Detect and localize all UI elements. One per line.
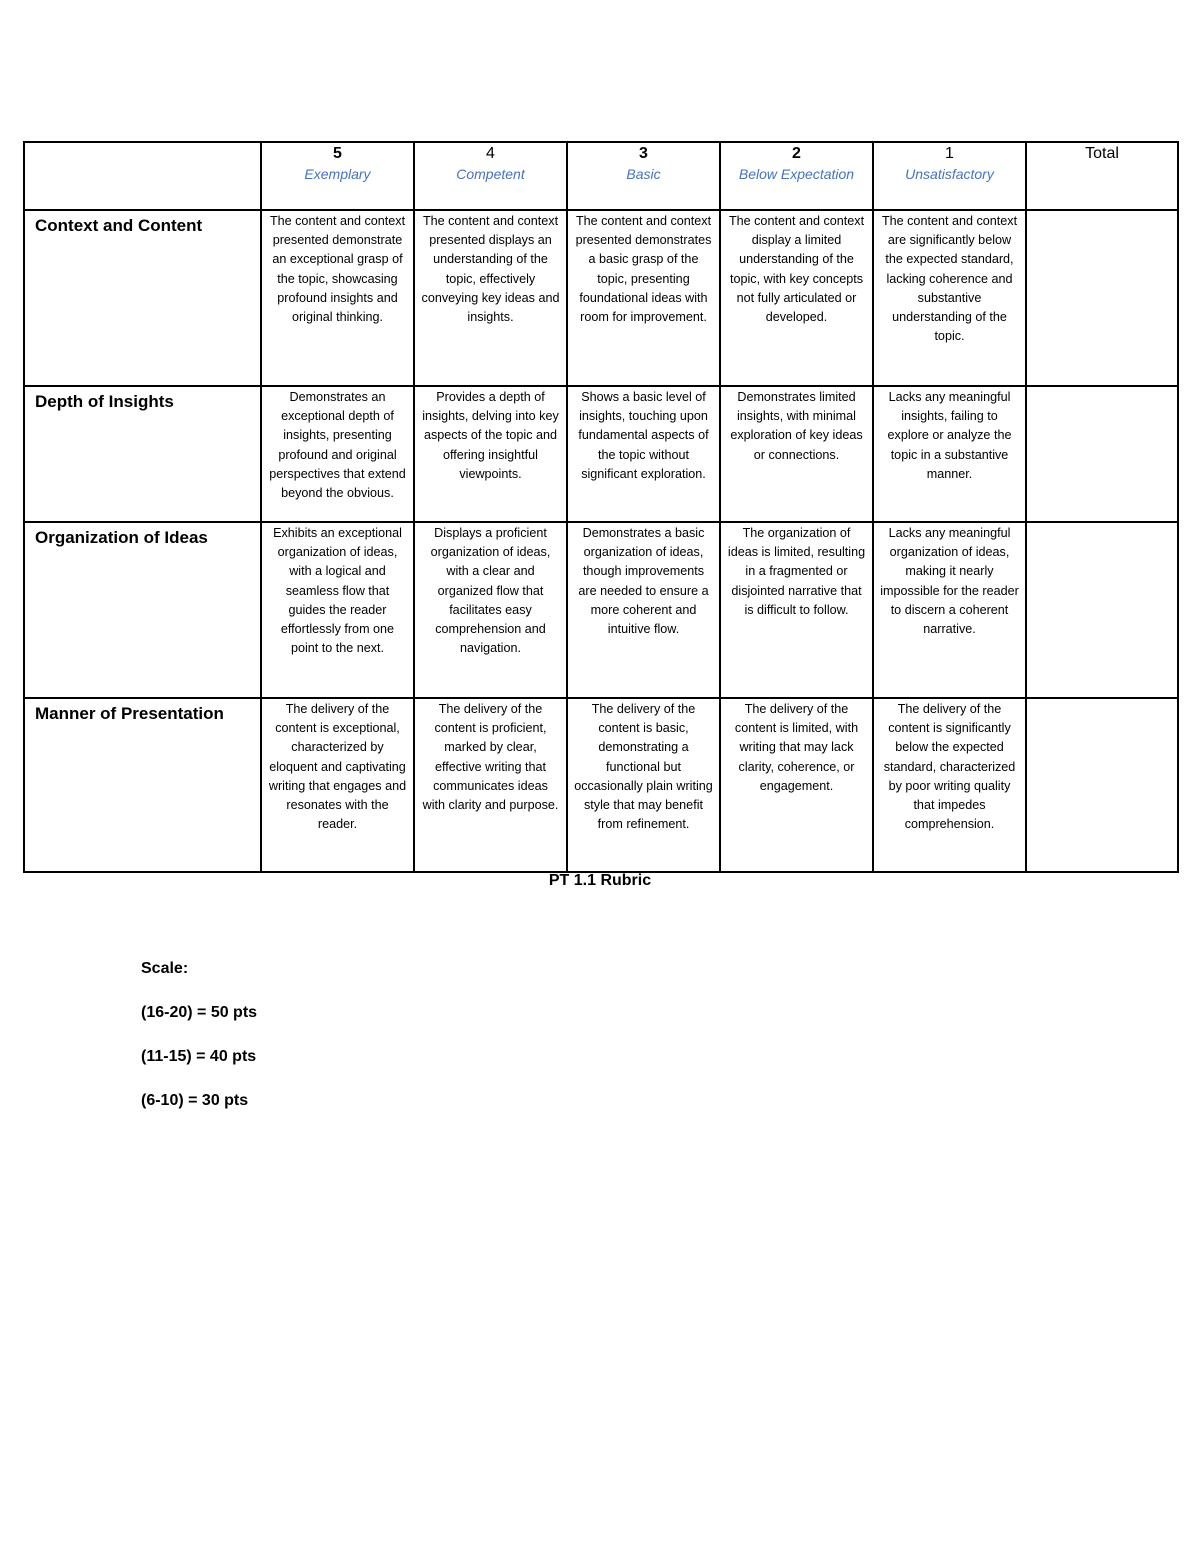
criterion-row-organization — [24, 522, 1178, 698]
criterion-label: Depth of Insights — [24, 386, 261, 522]
criterion-label: Context and Content — [24, 210, 261, 386]
criterion-label: Manner of Presentation — [24, 698, 261, 872]
level-label: Basic — [626, 166, 661, 182]
header-corner-cell — [24, 142, 261, 210]
level-number: 5 — [333, 145, 342, 162]
descriptor-cell: The content and context display a limited understanding of the topic, with key concepts not fully articulated or developed. — [720, 210, 873, 386]
total-cell — [1026, 522, 1178, 698]
descriptor-cell: Provides a depth of insights, delving into key aspects of the topic and offering insightful viewpoints. — [414, 386, 567, 522]
level-number: 2 — [792, 145, 801, 162]
descriptor-cell: Exhibits an exceptional organization of ideas, with a logical and seamless flow that guides the reader effortlessly from one point to the next. — [261, 522, 414, 698]
descriptor-cell: Lacks any meaningful insights, failing to explore or analyze the topic in a substantive manner. — [873, 386, 1026, 522]
scale-item: (11-15) = 40 pts — [141, 1048, 257, 1065]
total-cell — [1026, 698, 1178, 872]
level-label: Competent — [456, 166, 525, 182]
grading-scale — [141, 958, 257, 1134]
descriptor-cell: Lacks any meaningful organization of ideas, making it nearly impossible for the reader to discern a coherent narrative. — [873, 522, 1026, 698]
header-row — [24, 142, 1178, 210]
descriptor-cell: The content and context presented demonstrates a basic grasp of the topic, presenting foundational ideas with room for improvement. — [567, 210, 720, 386]
descriptor-cell: Demonstrates an exceptional depth of insights, presenting profound and original perspectives that extend beyond the obvious. — [261, 386, 414, 522]
level-label: Below Expectation — [738, 166, 855, 182]
descriptor-cell: The organization of ideas is limited, resulting in a fragmented or disjointed narrative that is difficult to follow. — [720, 522, 873, 698]
criterion-row-depth-insights — [24, 386, 1178, 522]
level-number: 4 — [486, 145, 495, 162]
total-cell — [1026, 386, 1178, 522]
descriptor-cell: The content and context presented demonstrate an exceptional grasp of the topic, showcasing profound insights and original thinking. — [261, 210, 414, 386]
scale-title: Scale: — [141, 960, 189, 977]
descriptor-cell: The delivery of the content is significantly below the expected standard, characterized by poor writing quality that impedes comprehension. — [873, 698, 1026, 872]
descriptor-cell: The delivery of the content is exceptional, characterized by eloquent and captivating writing that engages and resonates with the reader. — [261, 698, 414, 872]
total-cell — [1026, 210, 1178, 386]
level-header-1 — [873, 142, 1026, 210]
criterion-label: Organization of Ideas — [24, 522, 261, 698]
level-header-3 — [567, 142, 720, 210]
level-number: 1 — [945, 145, 954, 162]
scale-item: (16-20) = 50 pts — [141, 1004, 258, 1021]
criterion-row-presentation — [24, 698, 1178, 872]
descriptor-cell: The delivery of the content is limited, with writing that may lack clarity, coherence, or engagement. — [720, 698, 873, 872]
level-label: Unsatisfactory — [905, 166, 994, 182]
scale-item: (6-10) = 30 pts — [141, 1092, 249, 1109]
descriptor-cell: Demonstrates a basic organization of ideas, though improvements are needed to ensure a more coherent and intuitive flow. — [567, 522, 720, 698]
level-label: Exemplary — [304, 166, 371, 182]
descriptor-cell: Shows a basic level of insights, touching upon fundamental aspects of the topic without significant exploration. — [567, 386, 720, 522]
level-header-5 — [261, 142, 414, 210]
level-number: 3 — [639, 145, 648, 162]
rubric-table — [23, 141, 1179, 873]
total-header: Total — [1026, 142, 1178, 210]
criterion-row-context-content — [24, 210, 1178, 386]
table-caption: PT 1.1 Rubric — [548, 872, 652, 889]
level-header-4 — [414, 142, 567, 210]
descriptor-cell: The delivery of the content is basic, demonstrating a functional but occasionally plain writing style that may benefit from refinement. — [567, 698, 720, 872]
descriptor-cell: The delivery of the content is proficient, marked by clear, effective writing that communicates ideas with clarity and purpose. — [414, 698, 567, 872]
level-header-2 — [720, 142, 873, 210]
descriptor-cell: Demonstrates limited insights, with minimal exploration of key ideas or connections. — [720, 386, 873, 522]
descriptor-cell: The content and context are significantly below the expected standard, lacking coherence and substantive understanding of the topic. — [873, 210, 1026, 386]
descriptor-cell: Displays a proficient organization of ideas, with a clear and organized flow that facilitates easy comprehension and navigation. — [414, 522, 567, 698]
descriptor-cell: The content and context presented displays an understanding of the topic, effectively conveying key ideas and insights. — [414, 210, 567, 386]
